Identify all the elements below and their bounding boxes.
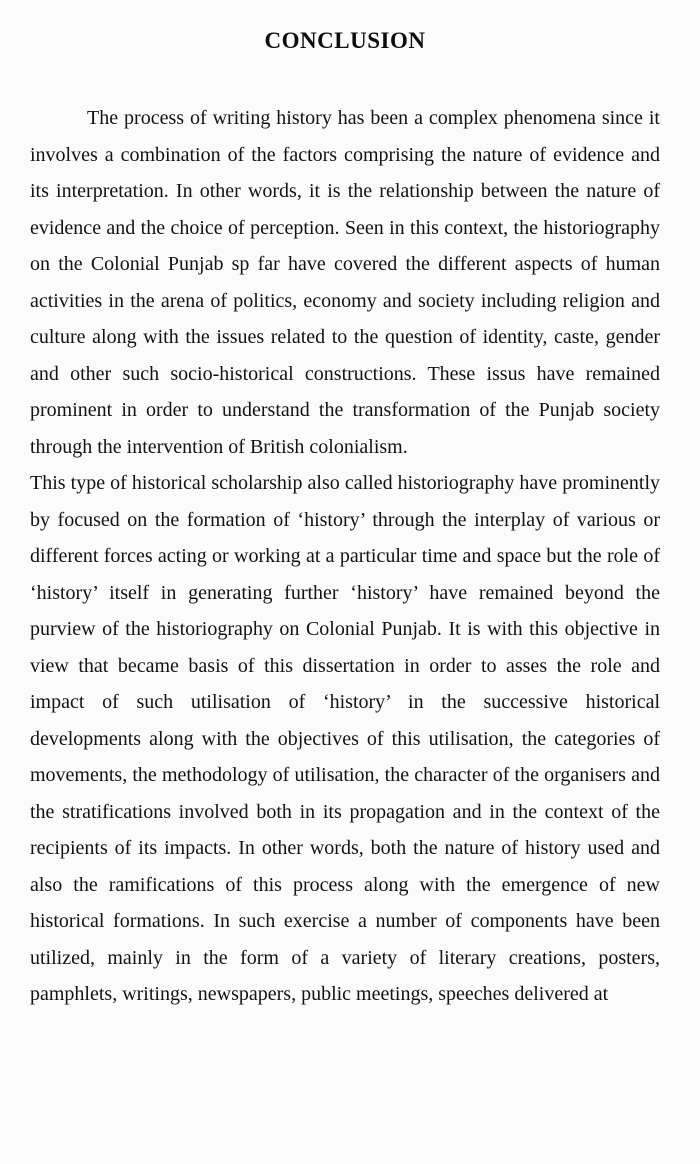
page-title: CONCLUSION	[264, 28, 426, 53]
paragraph-2: This type of historical scholarship also called historiography have prominently by focused on the formation of ‘history’ through the interplay of various or different forces acting or working at a particular time and space but the role of ‘history’ itself in generating further ‘history’ have remained beyond the purview of the historiography on Colonial Punjab. It is with this objective in view that became basis of this dissertation in order to asses the role and impact of such utilisation of ‘history’ in the successive historical developments along with the objectives of this utilisation, the categories of movements, the methodology of utilisation, the character of the organisers and the stratifications involved both in its propagation and in the context of the recipients of its impacts. In other words, both the nature of history used and also the ramifications of this process along with the emergence of new historical formations. In such exercise a number of components have been utilized, mainly in the form of a variety of literary creations, posters, pamphlets, writings, newspapers, public meetings, speeches delivered at	[30, 472, 660, 1005]
document-body	[30, 100, 660, 1013]
paragraph-1: The process of writing history has been a complex phenomena since it involves a combination of the factors comprising the nature of evidence and its interpretation. In other words, it is the relationship between the nature of evidence and the choice of perception. Seen in this context, the historiography on the Colonial Punjab sp far have covered the different aspects of human activities in the arena of politics, economy and society including religion and culture along with the issues related to the question of identity, caste, gender and other such socio-historical constructions. These issus have remained prominent in order to understand the transformation of the Punjab society through the intervention of British colonialism.	[30, 107, 660, 458]
